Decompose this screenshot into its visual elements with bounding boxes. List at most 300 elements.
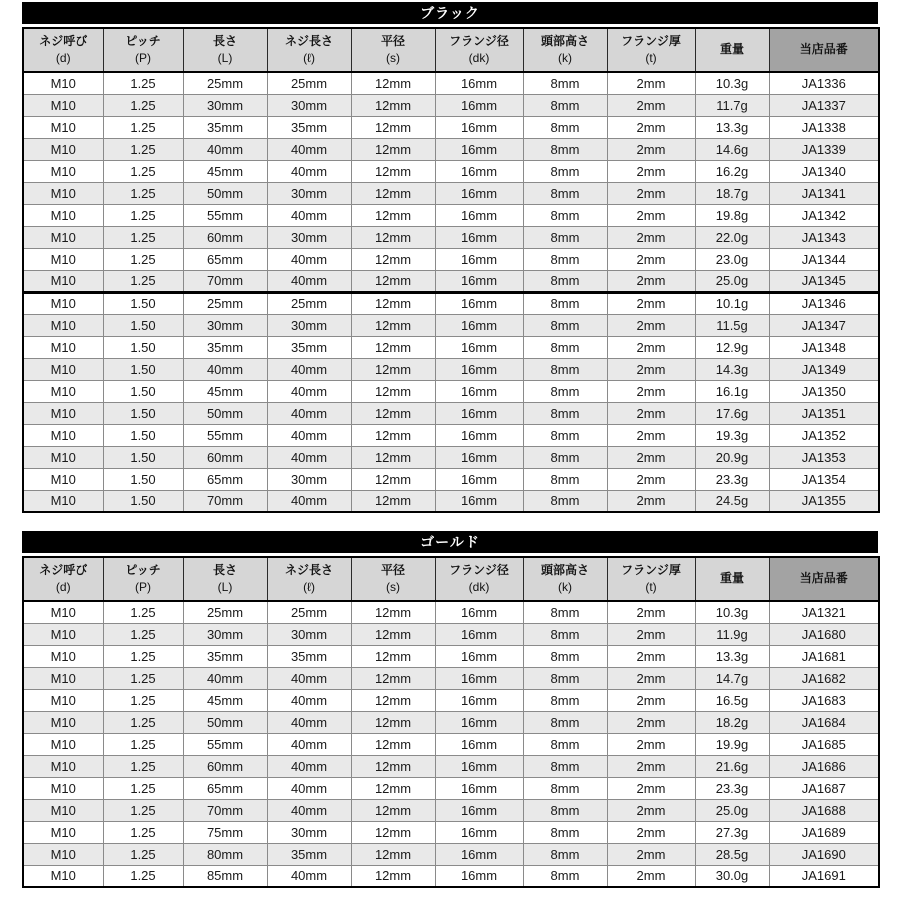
table-cell: 2mm	[607, 292, 695, 314]
table-cell: 12mm	[351, 204, 435, 226]
table-row	[23, 755, 879, 777]
table-cell: 8mm	[523, 468, 607, 490]
table-cell: 2mm	[607, 799, 695, 821]
table-row	[23, 689, 879, 711]
table-row	[23, 623, 879, 645]
table-cell: 12mm	[351, 226, 435, 248]
table-cell: 2mm	[607, 667, 695, 689]
table-cell: 16mm	[435, 248, 523, 270]
table-cell: 30mm	[183, 94, 267, 116]
column-header: 重量	[695, 557, 769, 601]
table-cell: 16mm	[435, 821, 523, 843]
table-cell: 27.3g	[695, 821, 769, 843]
table-cell: JA1350	[769, 380, 879, 402]
table-cell: 40mm	[267, 799, 351, 821]
table-cell: 12mm	[351, 446, 435, 468]
table-cell: 8mm	[523, 380, 607, 402]
table-cell: 16mm	[435, 799, 523, 821]
column-header: ネジ呼び (d)	[23, 557, 103, 601]
table-cell: M10	[23, 182, 103, 204]
table-cell: 75mm	[183, 821, 267, 843]
table-cell: M10	[23, 490, 103, 512]
table-cell: 35mm	[267, 336, 351, 358]
table-cell: 45mm	[183, 160, 267, 182]
table-cell: 2mm	[607, 314, 695, 336]
table-cell: M10	[23, 336, 103, 358]
table-cell: M10	[23, 160, 103, 182]
table-cell: JA1344	[769, 248, 879, 270]
table-cell: 11.7g	[695, 94, 769, 116]
table-cell: JA1689	[769, 821, 879, 843]
table-cell: 14.7g	[695, 667, 769, 689]
table-cell: 23.0g	[695, 248, 769, 270]
table-row	[23, 468, 879, 490]
table-cell: JA1684	[769, 711, 879, 733]
table-cell: JA1681	[769, 645, 879, 667]
table-cell: 1.25	[103, 182, 183, 204]
column-header: フランジ径 (dk)	[435, 557, 523, 601]
table-cell: 16mm	[435, 711, 523, 733]
table-cell: JA1349	[769, 358, 879, 380]
table-cell: 8mm	[523, 138, 607, 160]
black-spec-table	[22, 27, 880, 513]
table-row	[23, 733, 879, 755]
table-cell: 1.25	[103, 645, 183, 667]
table-cell: 12mm	[351, 424, 435, 446]
table-row	[23, 799, 879, 821]
table-cell: 8mm	[523, 645, 607, 667]
table-cell: 28.5g	[695, 843, 769, 865]
table-cell: 8mm	[523, 755, 607, 777]
gold-spec-table-block	[22, 531, 878, 888]
table-cell: 1.25	[103, 821, 183, 843]
table-cell: 1.25	[103, 94, 183, 116]
table-cell: M10	[23, 689, 103, 711]
table-cell: M10	[23, 314, 103, 336]
table-cell: JA1347	[769, 314, 879, 336]
table-row	[23, 182, 879, 204]
table-row	[23, 160, 879, 182]
table-cell: 12mm	[351, 182, 435, 204]
table-cell: 30mm	[267, 226, 351, 248]
table-cell: JA1688	[769, 799, 879, 821]
table-cell: 16mm	[435, 160, 523, 182]
column-header: 重量	[695, 28, 769, 72]
table-cell: 1.25	[103, 711, 183, 733]
table-cell: JA1686	[769, 755, 879, 777]
table-cell: M10	[23, 446, 103, 468]
table-cell: 1.50	[103, 446, 183, 468]
table-cell: 8mm	[523, 270, 607, 292]
table-cell: 45mm	[183, 689, 267, 711]
table-cell: JA1348	[769, 336, 879, 358]
table-cell: 1.25	[103, 755, 183, 777]
table-cell: JA1345	[769, 270, 879, 292]
table-cell: 14.3g	[695, 358, 769, 380]
table-cell: 8mm	[523, 292, 607, 314]
table-cell: JA1338	[769, 116, 879, 138]
table-cell: 8mm	[523, 358, 607, 380]
table-cell: 2mm	[607, 623, 695, 645]
table-cell: 1.50	[103, 292, 183, 314]
table-cell: 16mm	[435, 865, 523, 887]
table-cell: 1.25	[103, 799, 183, 821]
table-cell: 2mm	[607, 270, 695, 292]
table-cell: 8mm	[523, 667, 607, 689]
table-cell: 25mm	[267, 292, 351, 314]
table-cell: M10	[23, 468, 103, 490]
table-cell: M10	[23, 424, 103, 446]
table-cell: 16mm	[435, 358, 523, 380]
table-cell: 60mm	[183, 755, 267, 777]
table-cell: 12mm	[351, 733, 435, 755]
table-cell: JA1680	[769, 623, 879, 645]
table-cell: M10	[23, 270, 103, 292]
table-cell: 18.7g	[695, 182, 769, 204]
table-cell: 1.50	[103, 424, 183, 446]
table-cell: 40mm	[267, 667, 351, 689]
table-row	[23, 402, 879, 424]
table-cell: 22.0g	[695, 226, 769, 248]
table-cell: 35mm	[267, 645, 351, 667]
table-cell: M10	[23, 226, 103, 248]
table-cell: M10	[23, 755, 103, 777]
table-cell: JA1685	[769, 733, 879, 755]
table-cell: 40mm	[267, 689, 351, 711]
table-cell: 2mm	[607, 424, 695, 446]
table-cell: 40mm	[267, 248, 351, 270]
table-cell: M10	[23, 623, 103, 645]
table-cell: 2mm	[607, 402, 695, 424]
table-cell: 2mm	[607, 777, 695, 799]
table-cell: 16mm	[435, 777, 523, 799]
table-cell: 2mm	[607, 248, 695, 270]
table-row	[23, 248, 879, 270]
header-row	[23, 28, 879, 72]
table-cell: 2mm	[607, 226, 695, 248]
table-cell: 12mm	[351, 248, 435, 270]
column-header: ネジ長さ (ℓ)	[267, 557, 351, 601]
table-cell: 16mm	[435, 424, 523, 446]
black-spec-table-block	[22, 2, 878, 513]
table-cell: 30mm	[267, 623, 351, 645]
table-cell: 12mm	[351, 72, 435, 94]
table-cell: 17.6g	[695, 402, 769, 424]
table-cell: 12mm	[351, 138, 435, 160]
table-cell: 12mm	[351, 336, 435, 358]
table-cell: 11.5g	[695, 314, 769, 336]
table-row	[23, 645, 879, 667]
table-row	[23, 821, 879, 843]
column-header: 頭部高さ (k)	[523, 28, 607, 72]
table-cell: JA1339	[769, 138, 879, 160]
table-cell: 60mm	[183, 226, 267, 248]
table-cell: M10	[23, 248, 103, 270]
table-cell: JA1691	[769, 865, 879, 887]
table-cell: 23.3g	[695, 468, 769, 490]
column-header: フランジ厚 (t)	[607, 28, 695, 72]
table-cell: 8mm	[523, 821, 607, 843]
table-cell: 25mm	[183, 72, 267, 94]
table-cell: M10	[23, 711, 103, 733]
table-cell: 8mm	[523, 601, 607, 623]
table-cell: 40mm	[267, 204, 351, 226]
table-cell: 35mm	[267, 116, 351, 138]
table-cell: 30mm	[267, 821, 351, 843]
table-cell: JA1337	[769, 94, 879, 116]
column-header: 当店品番	[769, 28, 879, 72]
table-cell: 12mm	[351, 292, 435, 314]
table-cell: 19.9g	[695, 733, 769, 755]
table-cell: 16mm	[435, 270, 523, 292]
table-cell: 8mm	[523, 623, 607, 645]
table-cell: M10	[23, 843, 103, 865]
table-cell: 19.8g	[695, 204, 769, 226]
table-cell: M10	[23, 72, 103, 94]
table-cell: 11.9g	[695, 623, 769, 645]
table-cell: 2mm	[607, 733, 695, 755]
table-cell: M10	[23, 380, 103, 402]
table-cell: 2mm	[607, 755, 695, 777]
table-cell: 16mm	[435, 380, 523, 402]
table-cell: 1.25	[103, 777, 183, 799]
table-cell: 40mm	[267, 711, 351, 733]
table-cell: 12mm	[351, 314, 435, 336]
table-cell: 30mm	[267, 94, 351, 116]
table-cell: 8mm	[523, 204, 607, 226]
table-cell: 16mm	[435, 138, 523, 160]
table-cell: 8mm	[523, 182, 607, 204]
table-cell: 2mm	[607, 468, 695, 490]
table-cell: 85mm	[183, 865, 267, 887]
table-cell: M10	[23, 799, 103, 821]
table-cell: 8mm	[523, 314, 607, 336]
table-cell: 12mm	[351, 490, 435, 512]
table-cell: 2mm	[607, 138, 695, 160]
table-cell: 12mm	[351, 402, 435, 424]
table-cell: 18.2g	[695, 711, 769, 733]
table-cell: M10	[23, 667, 103, 689]
table-cell: JA1683	[769, 689, 879, 711]
table-row	[23, 865, 879, 887]
table-cell: 8mm	[523, 226, 607, 248]
column-header: 平径 (s)	[351, 28, 435, 72]
table-cell: JA1336	[769, 72, 879, 94]
table-cell: 35mm	[183, 336, 267, 358]
table-cell: 8mm	[523, 160, 607, 182]
table-cell: 65mm	[183, 468, 267, 490]
table-cell: JA1355	[769, 490, 879, 512]
table-cell: 13.3g	[695, 116, 769, 138]
table-cell: 16mm	[435, 182, 523, 204]
table-cell: 8mm	[523, 843, 607, 865]
table-cell: JA1321	[769, 601, 879, 623]
table-cell: 12mm	[351, 689, 435, 711]
table-cell: M10	[23, 601, 103, 623]
column-header: 頭部高さ (k)	[523, 557, 607, 601]
table-cell: 16mm	[435, 314, 523, 336]
table-cell: 2mm	[607, 160, 695, 182]
table-cell: JA1341	[769, 182, 879, 204]
table-cell: 2mm	[607, 116, 695, 138]
table-row	[23, 94, 879, 116]
column-header: ピッチ (P)	[103, 28, 183, 72]
table-cell: 1.25	[103, 667, 183, 689]
table-cell: 2mm	[607, 689, 695, 711]
table-cell: 1.50	[103, 490, 183, 512]
table-row	[23, 424, 879, 446]
table-cell: 16mm	[435, 490, 523, 512]
column-header: ネジ呼び (d)	[23, 28, 103, 72]
table-cell: 12mm	[351, 116, 435, 138]
table-cell: 1.25	[103, 72, 183, 94]
table-cell: M10	[23, 204, 103, 226]
table-cell: 12mm	[351, 94, 435, 116]
table-cell: 50mm	[183, 182, 267, 204]
table-cell: M10	[23, 821, 103, 843]
table-cell: 40mm	[267, 446, 351, 468]
table-row	[23, 380, 879, 402]
table-cell: 1.50	[103, 468, 183, 490]
table-row	[23, 843, 879, 865]
table-cell: 30mm	[267, 468, 351, 490]
table-cell: 16mm	[435, 94, 523, 116]
table-cell: 1.25	[103, 623, 183, 645]
table-row	[23, 777, 879, 799]
table-cell: 10.3g	[695, 72, 769, 94]
table-cell: 8mm	[523, 446, 607, 468]
table-cell: JA1353	[769, 446, 879, 468]
table-cell: 12mm	[351, 799, 435, 821]
column-header: 長さ (L)	[183, 28, 267, 72]
table-cell: 25mm	[183, 292, 267, 314]
table-cell: 65mm	[183, 248, 267, 270]
table-cell: 2mm	[607, 843, 695, 865]
column-header: フランジ径 (dk)	[435, 28, 523, 72]
table-cell: 8mm	[523, 248, 607, 270]
table-cell: 30.0g	[695, 865, 769, 887]
table-row	[23, 116, 879, 138]
table-cell: 12mm	[351, 645, 435, 667]
table-cell: 40mm	[267, 160, 351, 182]
table-cell: 1.50	[103, 402, 183, 424]
table-cell: 16mm	[435, 733, 523, 755]
table-cell: 70mm	[183, 799, 267, 821]
column-header: フランジ厚 (t)	[607, 557, 695, 601]
table-cell: 25mm	[267, 72, 351, 94]
table-cell: 1.50	[103, 336, 183, 358]
table-cell: 50mm	[183, 402, 267, 424]
table-row	[23, 667, 879, 689]
table-cell: 35mm	[183, 116, 267, 138]
table-cell: 2mm	[607, 601, 695, 623]
table-cell: 1.25	[103, 843, 183, 865]
table-cell: 12mm	[351, 623, 435, 645]
table-cell: 30mm	[267, 182, 351, 204]
table-cell: M10	[23, 402, 103, 424]
table-cell: 55mm	[183, 424, 267, 446]
table-cell: 2mm	[607, 645, 695, 667]
table-cell: JA1346	[769, 292, 879, 314]
table-cell: 16.2g	[695, 160, 769, 182]
table-cell: 1.25	[103, 601, 183, 623]
table-cell: 8mm	[523, 865, 607, 887]
table-cell: 8mm	[523, 777, 607, 799]
table-cell: 24.5g	[695, 490, 769, 512]
table-cell: JA1342	[769, 204, 879, 226]
table-cell: 25.0g	[695, 799, 769, 821]
table-cell: JA1351	[769, 402, 879, 424]
table-cell: M10	[23, 733, 103, 755]
table-cell: 2mm	[607, 94, 695, 116]
table-cell: 16mm	[435, 645, 523, 667]
table-cell: 40mm	[267, 733, 351, 755]
table-cell: 25mm	[267, 601, 351, 623]
table-cell: 16.5g	[695, 689, 769, 711]
table-cell: 40mm	[267, 424, 351, 446]
table-cell: JA1340	[769, 160, 879, 182]
table-cell: 12mm	[351, 601, 435, 623]
table-cell: M10	[23, 94, 103, 116]
table-cell: 40mm	[267, 138, 351, 160]
table-cell: M10	[23, 777, 103, 799]
table-cell: 16mm	[435, 116, 523, 138]
table-cell: 16mm	[435, 689, 523, 711]
table-cell: 2mm	[607, 182, 695, 204]
table-row	[23, 270, 879, 292]
table-cell: 30mm	[267, 314, 351, 336]
table-title-black: ブラック	[22, 2, 878, 24]
table-cell: 35mm	[183, 645, 267, 667]
table-cell: 1.25	[103, 865, 183, 887]
table-cell: 16mm	[435, 226, 523, 248]
table-cell: 1.50	[103, 358, 183, 380]
column-header: 当店品番	[769, 557, 879, 601]
table-row	[23, 601, 879, 623]
table-cell: 10.3g	[695, 601, 769, 623]
table-cell: 13.3g	[695, 645, 769, 667]
table-cell: 1.25	[103, 226, 183, 248]
table-cell: 40mm	[267, 380, 351, 402]
table-cell: 10.1g	[695, 292, 769, 314]
table-row	[23, 72, 879, 94]
table-cell: 55mm	[183, 204, 267, 226]
table-row	[23, 358, 879, 380]
table-cell: 8mm	[523, 72, 607, 94]
table-title-gold: ゴールド	[22, 531, 878, 553]
table-cell: JA1352	[769, 424, 879, 446]
table-cell: JA1343	[769, 226, 879, 248]
table-cell: 2mm	[607, 358, 695, 380]
table-row	[23, 336, 879, 358]
table-cell: 12.9g	[695, 336, 769, 358]
table-cell: 40mm	[267, 358, 351, 380]
table-cell: 16mm	[435, 468, 523, 490]
table-cell: 35mm	[267, 843, 351, 865]
table-row	[23, 314, 879, 336]
table-cell: JA1687	[769, 777, 879, 799]
table-cell: 16mm	[435, 843, 523, 865]
table-cell: 40mm	[267, 777, 351, 799]
table-row	[23, 292, 879, 314]
table-cell: 16mm	[435, 446, 523, 468]
table-cell: 8mm	[523, 116, 607, 138]
table-cell: 70mm	[183, 490, 267, 512]
table-cell: 2mm	[607, 204, 695, 226]
table-row	[23, 446, 879, 468]
table-cell: 1.50	[103, 314, 183, 336]
table-cell: 12mm	[351, 843, 435, 865]
